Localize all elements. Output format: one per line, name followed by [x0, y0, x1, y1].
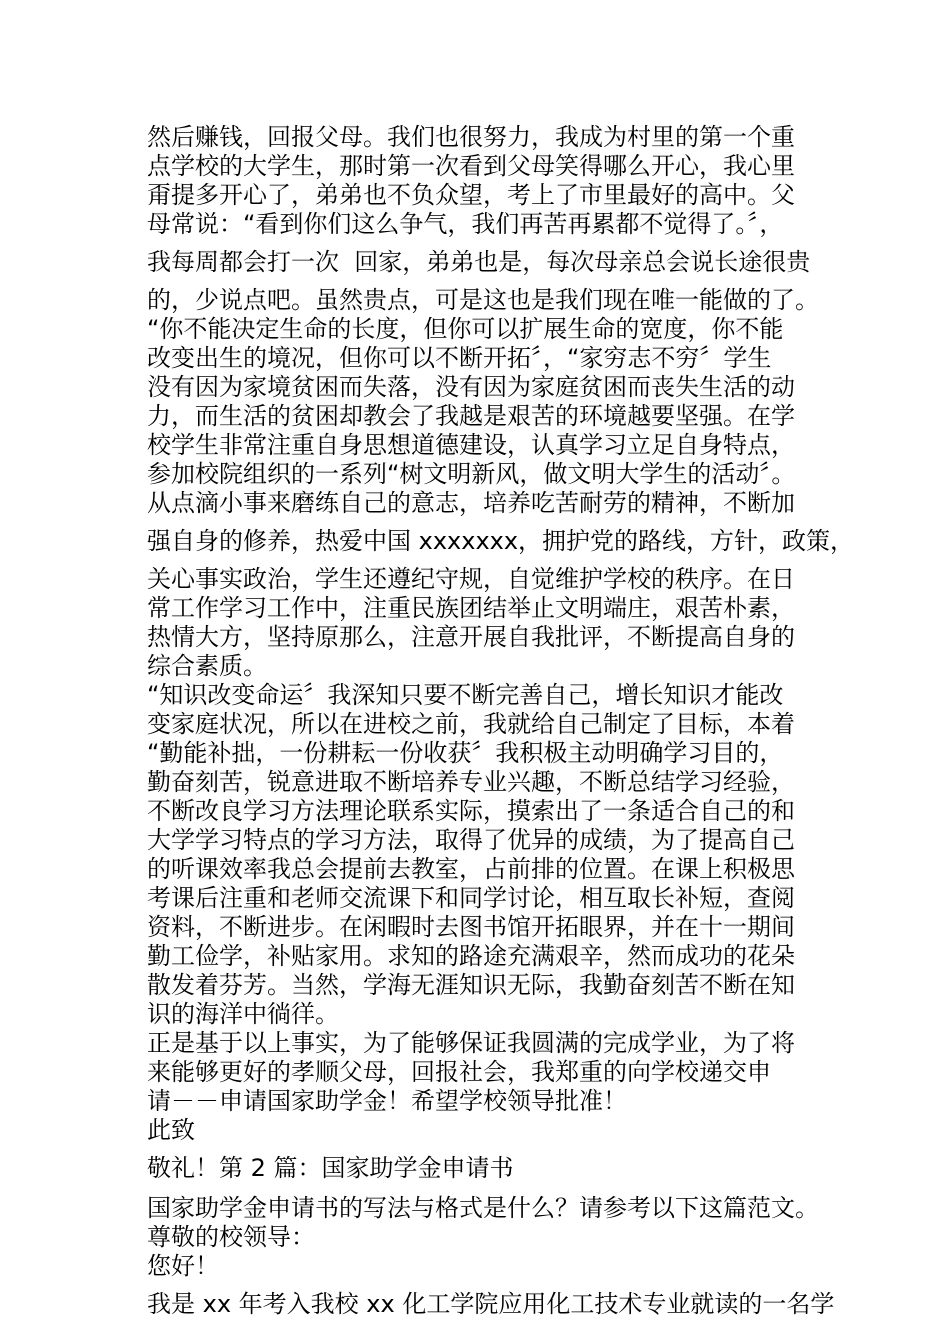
text-line: 此致: [147, 1116, 195, 1144]
text-line: 勤工俭学，补贴家用。求知的路途充满艰辛，然而成功的花朵: [147, 942, 795, 970]
text-line: 散发着芬芳。当然，学海无涯知识无际，我勤奋刻苦不断在知: [147, 971, 795, 999]
text-line: 大学学习特点的学习方法，取得了优异的成绩，为了提高自己: [147, 826, 795, 854]
text-line: 敬礼！第 2 篇：国家助学金申请书: [147, 1154, 514, 1182]
text-line: 热情大方，坚持原那么，注意开展自我批评，不断提高自身的: [147, 623, 795, 651]
text-line: 不断改良学习方法理论联系实际，摸索出了一条适合自己的和: [147, 797, 795, 825]
text-line: 的，少说点吧。虽然贵点，可是这也是我们现在唯一能做的了。: [147, 286, 819, 314]
text-line: 力，而生活的贫困却教会了我越是艰苦的环境越要坚强。在学: [147, 402, 795, 430]
text-line: 没有因为家境贫困而失落，没有因为家庭贫困而丧失生活的动: [147, 373, 795, 401]
text-line: 尊敬的校领导：: [147, 1223, 315, 1251]
text-line: 正是基于以上事实，为了能够保证我圆满的完成学业，为了将: [147, 1029, 795, 1057]
text-line: 我每周都会打一次 回家，弟弟也是，每次母亲总会说长途很贵: [147, 248, 811, 276]
text-line: 您好！: [147, 1252, 219, 1280]
text-line: “勤能补拙，一份耕耘一份收获〞我积极主动明确学习目的，: [147, 739, 784, 767]
text-line: 母常说：“看到你们这么争气，我们再苦再累都不觉得了。〞，: [147, 210, 784, 238]
text-line: 甭提多开心了，弟弟也不负众望，考上了市里最好的高中。父: [147, 181, 795, 209]
text-line: 综合素质。: [147, 652, 267, 680]
text-line: 点学校的大学生，那时第一次看到父母笑得哪么开心，我心里: [147, 152, 795, 180]
text-line: 来能够更好的孝顺父母，回报社会，我郑重的向学校递交申: [147, 1058, 771, 1086]
text-line: 改变出生的境况，但你可以不断开拓〞，“家穷志不穷〞学生: [147, 344, 772, 372]
text-line: 关心事实政治，学生还遵纪守规，自觉维护学校的秩序。在日: [147, 565, 795, 593]
text-line: 然后赚钱，回报父母。我们也很努力，我成为村里的第一个重: [147, 123, 795, 151]
text-line: 的听课效率我总会提前去教室，占前排的位置。在课上积极思: [147, 855, 795, 883]
text-line: 强自身的修养，热爱中国 xxxxxxx，拥护党的路线，方针，政策，: [147, 527, 855, 555]
text-line: 变家庭状况，所以在进校之前，我就给自己制定了目标，本着: [147, 710, 795, 738]
text-line: 我是 xx 年考入我校 xx 化工学院应用化工技术专业就读的一名学: [147, 1290, 835, 1318]
text-line: 校学生非常注重自身思想道德建设，认真学习立足自身特点，: [147, 431, 795, 459]
text-line: 勤奋刻苦，锐意进取不断培养专业兴趣，不断总结学习经验，: [147, 768, 795, 796]
text-line: 参加校院组织的一系列“树文明新风，做文明大学生的活动〞。: [147, 460, 796, 488]
text-line: 常工作学习工作中，注重民族团结举止文明端庄，艰苦朴素，: [147, 594, 795, 622]
text-line: 考课后注重和老师交流课下和同学讨论，相互取长补短，查阅: [147, 884, 795, 912]
text-line: 国家助学金申请书的写法与格式是什么？请参考以下这篇范文。: [147, 1194, 819, 1222]
text-line: 识的海洋中徜徉。: [147, 1000, 339, 1028]
text-line: “知识改变命运〞我深知只要不断完善自己，增长知识才能改: [147, 681, 784, 709]
text-line: 请－－申请国家助学金！希望学校领导批准！: [147, 1087, 627, 1115]
text-line: “你不能决定生命的长度，但你可以扩展生命的宽度，你不能: [147, 315, 784, 343]
text-line: 从点滴小事来磨练自己的意志，培养吃苦耐劳的精神，不断加: [147, 489, 795, 517]
text-line: 资料，不断进步。在闲暇时去图书馆开拓眼界，并在十一期间: [147, 913, 795, 941]
